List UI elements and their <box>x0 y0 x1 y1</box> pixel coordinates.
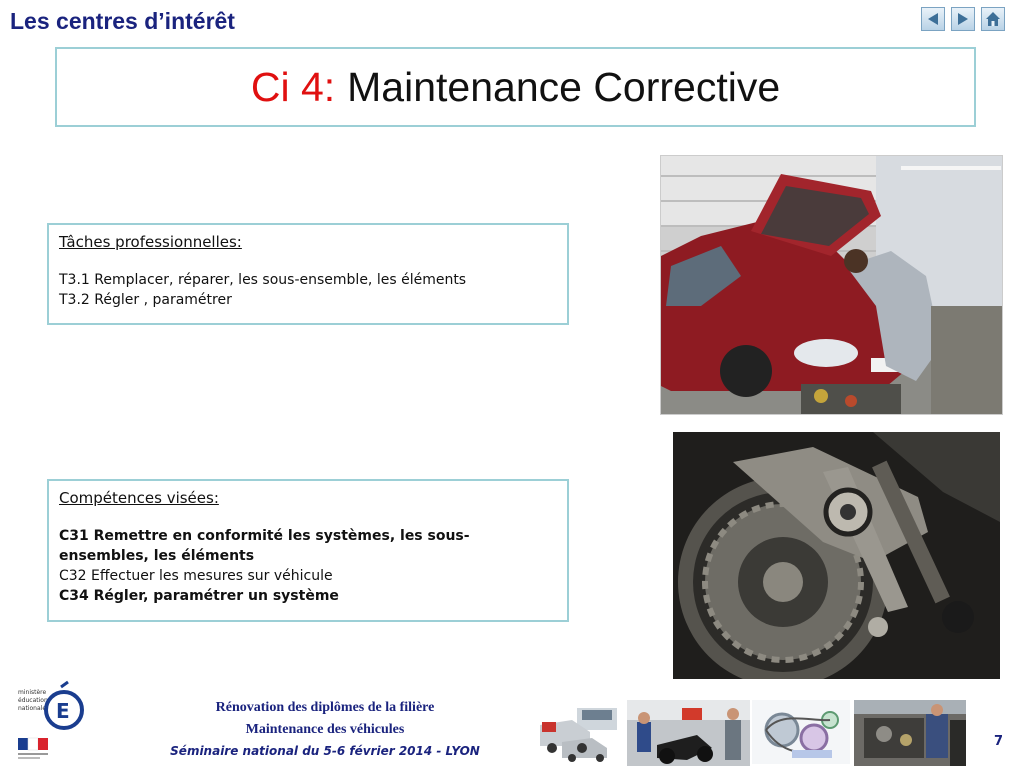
home-icon <box>985 11 1001 27</box>
footer-line-3: Séminaire national du 5-6 février 2014 - LYON <box>170 744 480 758</box>
title-prefix: Ci 4: <box>250 63 336 110</box>
slide-navigation <box>921 7 1005 31</box>
title-main: Maintenance Corrective <box>347 63 781 110</box>
thumbnail-workshop <box>627 700 750 766</box>
previous-icon <box>925 12 941 26</box>
footer-text <box>150 697 500 761</box>
footer-line-1: Rénovation des diplômes de la filière <box>215 700 435 715</box>
next-button[interactable] <box>951 7 975 31</box>
competence-line: C31 Remettre en conformité les systèmes, les sous-ensembles, les éléments <box>59 528 470 564</box>
svg-text:E: E <box>56 699 70 723</box>
tache-line: T3.2 Régler , paramétrer <box>59 292 232 308</box>
competence-line: C32 Effectuer les mesures sur véhicule <box>59 568 333 584</box>
slide-title <box>55 47 976 127</box>
svg-text:nationale: nationale <box>18 705 47 712</box>
competences-box <box>47 479 569 622</box>
thumbnail-engine-repair <box>854 700 966 766</box>
competences-heading: Compétences visées: <box>59 489 219 507</box>
page-number: 7 <box>994 734 1004 749</box>
thumbnail-vehicles <box>532 700 622 764</box>
home-button[interactable] <box>981 7 1005 31</box>
section-title: Les centres d’intérêt <box>10 8 235 34</box>
clutch-tool-photo <box>673 432 1000 679</box>
svg-text:éducation: éducation <box>18 697 48 704</box>
competence-line: C34 Régler, paramétrer un système <box>59 588 339 604</box>
thumbnail-engine-diagram <box>752 700 850 764</box>
previous-button[interactable] <box>921 7 945 31</box>
footer-line-2: Maintenance des véhicules <box>245 722 405 737</box>
ministry-logo <box>16 680 90 762</box>
next-icon <box>955 12 971 26</box>
taches-heading: Tâches professionnelles: <box>59 233 242 251</box>
svg-text:ministère: ministère <box>18 689 47 696</box>
garage-car-photo <box>661 156 1002 414</box>
tache-line: T3.1 Remplacer, réparer, les sous-ensemble, les éléments <box>59 272 467 288</box>
taches-box <box>47 223 569 325</box>
